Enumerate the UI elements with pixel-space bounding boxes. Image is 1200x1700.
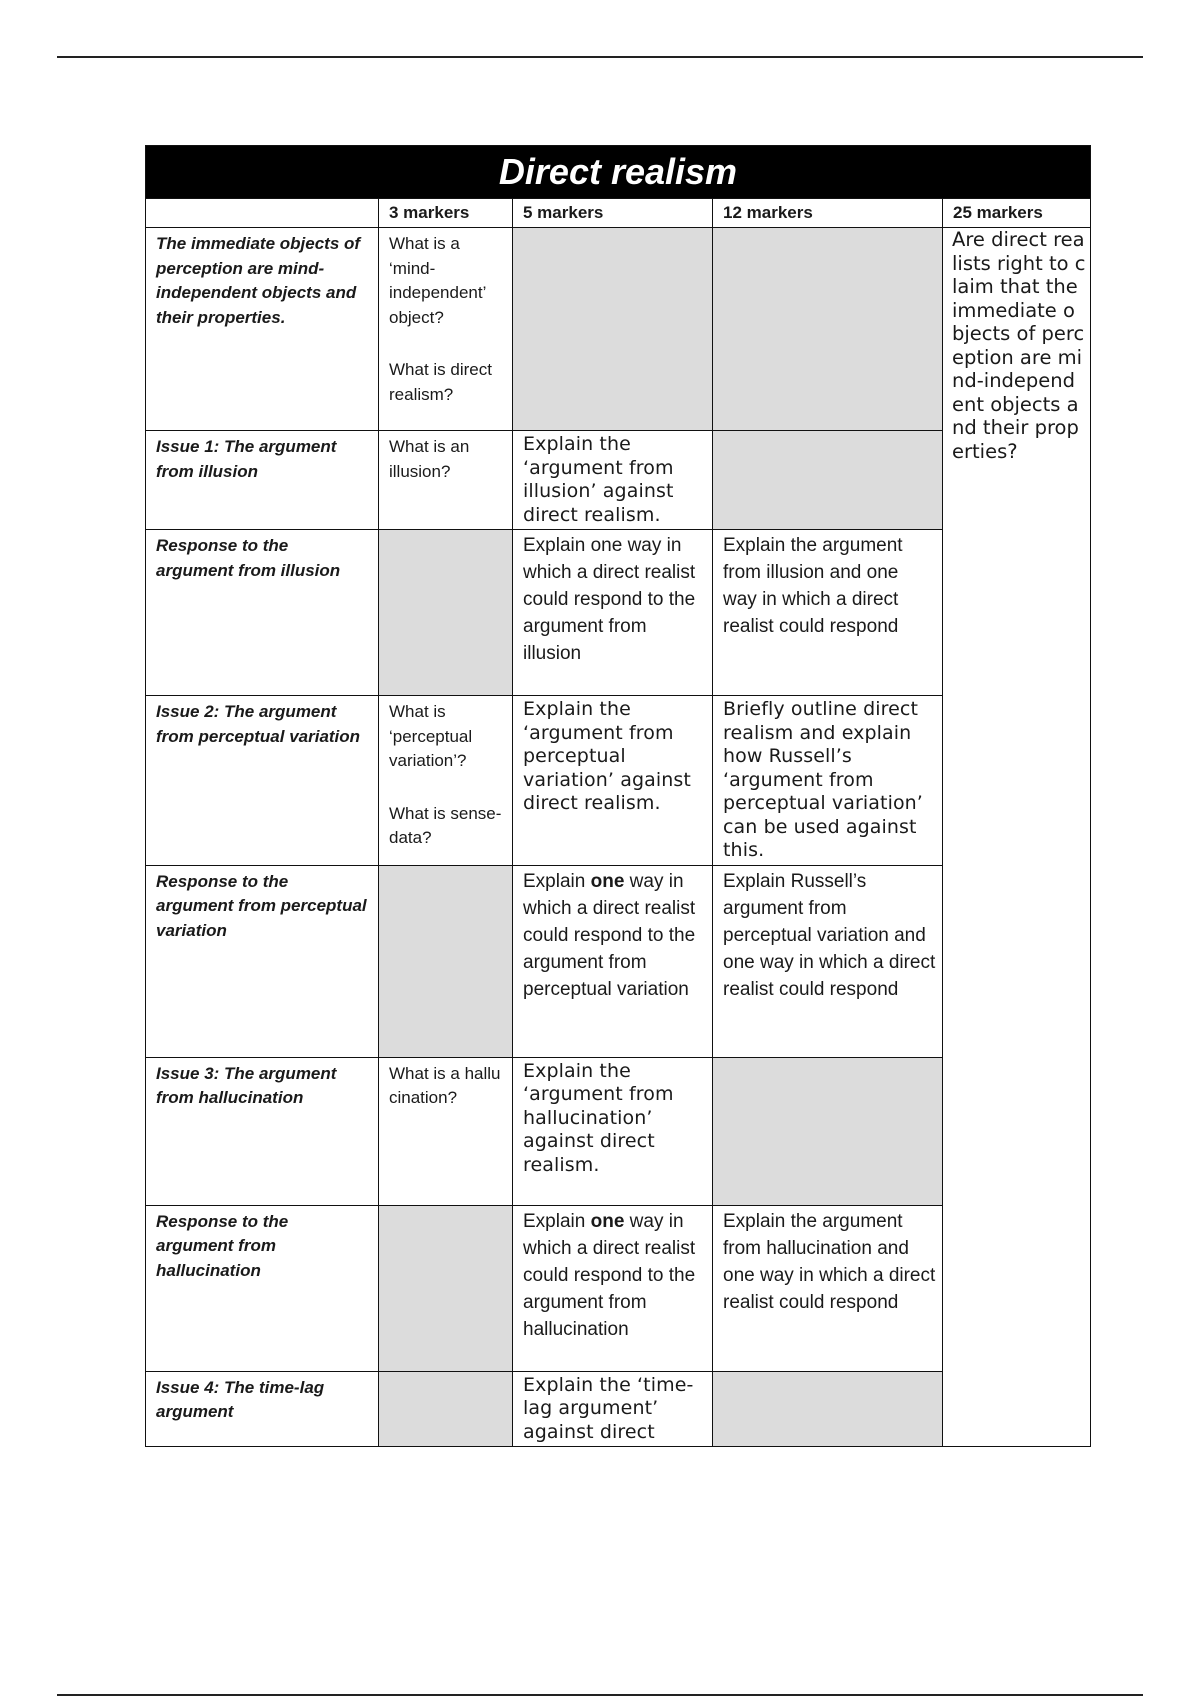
question-text: way in which a direct realist could respond to the argument from hallucination <box>523 1210 696 1340</box>
title-row <box>146 146 1091 199</box>
question-12-marker: Explain the argument from illusion and one way in which a direct realist could respond <box>713 530 943 696</box>
question-3-marker <box>379 696 513 866</box>
row-label: Response to the argument from perceptual variation <box>146 865 379 1057</box>
table-title: Direct realism <box>146 146 1091 199</box>
empty-cell-3-marker <box>379 1205 513 1371</box>
row-label: Issue 3: The argument from hallucination <box>146 1057 379 1205</box>
empty-cell-12-marker <box>713 1371 943 1447</box>
footer-rule <box>57 1694 1143 1696</box>
question-text: What is a ‘mind-independent’ object? <box>389 234 486 327</box>
header-row <box>146 199 1091 228</box>
empty-cell-12-marker <box>713 228 943 431</box>
question-5-marker <box>513 865 713 1057</box>
question-5-marker: Explain the ‘argument from perceptual variation’ against direct realism. <box>513 696 713 866</box>
header-5-markers: 5 markers <box>513 199 713 228</box>
question-5-marker <box>513 1205 713 1371</box>
question-5-marker: Explain the ‘argument from illusion’ against direct realism. <box>513 431 713 530</box>
header-12-markers: 12 markers <box>713 199 943 228</box>
empty-cell-3-marker <box>379 1371 513 1447</box>
empty-cell-12-marker <box>713 431 943 530</box>
empty-cell-3-marker <box>379 865 513 1057</box>
row-label: Issue 1: The argument from illusion <box>146 431 379 530</box>
question-text: What is sense-data? <box>389 803 502 847</box>
question-5-marker: Explain the ‘time-lag argument’ against direct <box>513 1371 713 1447</box>
question-12-marker: Explain the argument from hallucination and one way in which a direct realist could respond <box>713 1205 943 1371</box>
table-row <box>146 228 1091 431</box>
question-3-marker: What is a hallucination? <box>379 1057 513 1205</box>
question-12-marker: Briefly outline direct realism and explain how Russell’s ‘argument from perceptual variation’ can be used against this. <box>713 696 943 866</box>
empty-cell-5-marker <box>513 228 713 431</box>
empty-cell-12-marker <box>713 1057 943 1205</box>
question-text: way in which a direct realist could respond to the argument from perceptual variation <box>523 870 696 1000</box>
question-text: What is direct realism? <box>389 360 492 404</box>
row-label: Response to the argument from illusion <box>146 530 379 696</box>
question-5-marker: Explain one way in which a direct realist could respond to the argument from illusion <box>513 530 713 696</box>
row-label: Issue 4: The time-lag argument <box>146 1371 379 1447</box>
question-text: Explain <box>523 870 591 892</box>
row-label: Response to the argument from hallucination <box>146 1205 379 1371</box>
question-3-marker: What is an illusion? <box>379 431 513 530</box>
header-3-markers: 3 markers <box>379 199 513 228</box>
emphasis-text: one <box>590 1210 625 1232</box>
header-blank <box>146 199 379 228</box>
header-rule <box>57 56 1143 58</box>
question-3-marker <box>379 228 513 431</box>
question-12-marker: Explain Russell’s argument from perceptual variation and one way in which a direct realist could respond <box>713 865 943 1057</box>
direct-realism-table <box>145 145 1091 1447</box>
row-label: The immediate objects of perception are mind-independent objects and their properties. <box>146 228 379 431</box>
empty-cell-3-marker <box>379 530 513 696</box>
emphasis-text: one <box>590 870 625 892</box>
question-text: Explain <box>523 1210 591 1232</box>
header-25-markers: 25 markers <box>943 199 1091 228</box>
row-label: Issue 2: The argument from perceptual variation <box>146 696 379 866</box>
question-25-marker: Are direct realists right to claim that the immediate objects of perception are mind-independent objects and their properties? <box>943 228 1091 1447</box>
question-text: What is ‘perceptual variation’? <box>389 702 473 770</box>
question-5-marker: Explain the ‘argument from hallucination’ against direct realism. <box>513 1057 713 1205</box>
